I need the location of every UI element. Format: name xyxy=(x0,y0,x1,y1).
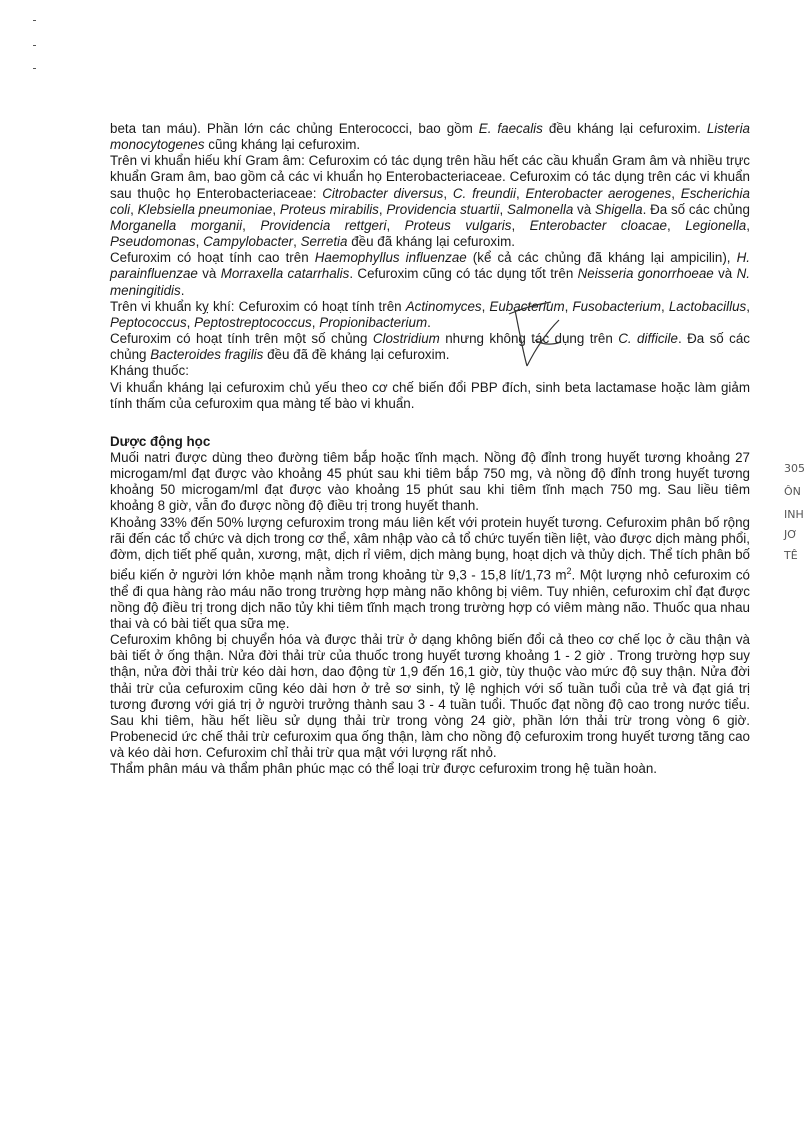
text-run: , xyxy=(564,298,573,314)
italic-term: Neisseria gonorrhoeae xyxy=(577,266,714,282)
section-intro xyxy=(110,121,750,412)
italic-term: Klebsiella pneumoniae xyxy=(137,201,273,217)
italic-term: Campylobacter xyxy=(203,234,294,250)
text-run: đều đã đề kháng lại cefuroxim. xyxy=(263,347,450,363)
document-body xyxy=(110,121,750,778)
italic-term: Providencia rettgeri xyxy=(260,217,387,233)
text-run: beta tan máu). Phần lớn các chủng Enterococci, bao gồm xyxy=(110,121,479,136)
text-run: Muối natri được dùng theo đường tiêm bắp hoặc tĩnh mạch. Nồng độ đỉnh trong huyết tương khoảng 27 microgam/ml đạt được vào khoảng 45 phút sau khi tiêm bắp 750 mg, và nồng độ đỉnh trong huyết tương khoảng 50 microgam/ml đạt được vào khoảng 15 phút sau khi tiêm tĩnh mạch 750 mg. Sau liều tiêm khoảng 8 giờ, vẫn đo được nồng độ điều trị trong huyết thanh. xyxy=(110,449,750,514)
margin-tick xyxy=(33,68,36,69)
paragraph xyxy=(110,450,750,515)
italic-term: H. parainfluenzae xyxy=(110,250,750,282)
italic-term: Peptococcus xyxy=(110,314,187,330)
superscript: 2 xyxy=(566,566,572,577)
text-run: Vi khuẩn kháng lại cefuroxim chủ yếu theo cơ chế biến đổi PBP đích, sinh beta lactamase hoặc làm giảm tính thấm của cefuroxim qua màng tế bào vi khuẩn. xyxy=(110,379,750,411)
text-run: , xyxy=(186,314,195,330)
italic-term: Bacteroides fragilis xyxy=(150,347,264,363)
italic-term: N. meningitidis xyxy=(110,266,750,298)
text-run: Trên vi khuẩn hiếu khí Gram âm: Cefuroxim có tác dụng trên hầu hết các cầu khuẩn Gram âm và nhiều trực khuẩn Gram âm, bao gồm cả các vi khuẩn họ Enterobacteriaceae. Cefuroxim có tác dụng trên các vi khuẩn sau thuộc họ Enterobacteriaceae: xyxy=(110,153,750,201)
italic-term: Proteus mirabilis xyxy=(279,201,379,217)
text-run: , xyxy=(293,234,301,250)
italic-term: Serretia xyxy=(300,234,348,250)
text-run: và xyxy=(573,201,595,217)
handwritten-signature xyxy=(505,300,565,372)
text-run: , xyxy=(311,314,320,330)
text-run: , xyxy=(130,201,138,217)
text-run: , xyxy=(195,234,204,250)
edge-fragment: JƠ xyxy=(784,528,798,541)
text-run: . Đa số các chủng xyxy=(110,331,750,363)
text-run: Thẩm phân máu và thẩm phân phúc mạc có thể loại trừ được cefuroxim trong hệ tuần hoàn. xyxy=(110,761,658,777)
text-run: . xyxy=(180,282,185,298)
edge-fragment: 305 xyxy=(784,462,805,475)
text-run: đều kháng lại cefuroxim. xyxy=(542,121,707,136)
paragraph xyxy=(110,380,750,412)
italic-term: Peptostreptococcus xyxy=(194,314,312,330)
italic-term: Providencia stuartii xyxy=(386,201,500,217)
section-heading: Dược động học xyxy=(110,433,211,449)
text-run: , xyxy=(378,201,387,217)
text-run: cũng kháng lại cefuroxim. xyxy=(204,137,361,153)
text-run: đều đã kháng lại cefuroxim. xyxy=(347,234,515,250)
margin-tick xyxy=(33,45,36,46)
paragraph xyxy=(110,299,750,331)
text-run: nhưng không tác dụng trên xyxy=(439,331,619,347)
italic-term: Pseudomonas xyxy=(110,234,196,250)
text-run: , xyxy=(386,217,405,233)
italic-term: Citrobacter diversus xyxy=(322,185,444,201)
text-run: . Một lượng nhỏ cefuroxim có thể đi qua hàng rào máu não trong trường hợp màng não không bị viêm. Tuy nhiên, cefuroxim chỉ đạt được nồng độ điều trị trong dịch não tủy khi tiêm tĩnh mạch trong trường hợp có viêm màng não. Thuốc qua nhau thai và có bài tiết qua sữa mẹ. xyxy=(110,567,750,631)
italic-term: Enterobacter aerogenes xyxy=(525,185,672,201)
text-run: , xyxy=(443,185,453,201)
italic-term: Actinomyces xyxy=(405,298,482,314)
text-run: , xyxy=(272,201,280,217)
section-pharmacokinetics xyxy=(110,450,750,778)
text-run: , xyxy=(746,217,750,233)
text-run: (kể cả các chủng đã kháng lại ampicilin), xyxy=(466,250,737,266)
italic-term: Eubacterium xyxy=(489,298,565,314)
text-run: và xyxy=(197,266,221,282)
italic-term: E. faecalis xyxy=(478,121,543,136)
edge-fragment: INH xyxy=(784,508,804,521)
paragraph xyxy=(110,363,750,379)
text-run: , xyxy=(661,298,669,314)
italic-term: C. difficile xyxy=(618,331,678,347)
italic-term: Morganella morganii xyxy=(110,217,243,233)
edge-fragment: TÊ xyxy=(784,549,798,562)
text-run: Cefuroxim không bị chuyển hóa và được thải trừ ở dạng không biến đổi cả theo cơ chế lọc ở cầu thận và bài tiết ở ống thận. Nửa đời thải trừ của thuốc trong huyết tương khoảng 1 - 2 giờ . Trong trường hợp suy thận, nửa đời thải trừ kéo dài hơn, dao động từ 1,9 đến 16,1 giờ, tùy thuộc vào mức độ suy thận. Nửa đời thải trừ của cefuroxim cũng kéo dài hơn ở trẻ sơ sinh, tỷ lệ nghịch với số tuần tuổi của trẻ và đạt giá trị tương đương với giá trị ở người trưởng thành sau 3 - 4 tuần tuổi. Thuốc đạt nồng độ cao trong nước tiểu. Sau khi tiêm, hầu hết liều sử dụng thải trừ trong vòng 24 giờ, phần lớn thải trừ trong vòng 6 giờ. Probenecid ức chế thải trừ cefuroxim qua ống thận, làm cho nồng độ cefuroxim trong huyết tương tăng cao và kéo dài hơn. Cefuroxim chỉ thải trừ qua mật với lượng rất nhỏ. xyxy=(110,632,750,761)
text-run: Trên vi khuẩn kỵ khí: Cefuroxim có hoạt tính trên xyxy=(110,298,406,314)
text-run: , xyxy=(515,185,526,201)
text-run: , xyxy=(666,217,686,233)
italic-term: Shigella xyxy=(594,201,643,217)
italic-term: Lactobacillus xyxy=(668,298,747,314)
text-run: , xyxy=(746,298,750,314)
text-run: Khoảng 33% đến 50% lượng cefuroxim trong máu liên kết với protein huyết tương. Cefuroxim phân bố rộng rãi đến các tổ chức và dịch trong cơ thể, xâm nhập vào cả tổ chức tuyến tiền liệt, vào được dịch màng phổi, đờm, dịch tiết phế quản, xương, mật, dịch rỉ viêm, dịch màng bụng, hoạt dịch và thủy dịch. Thể tích phân bố biểu kiến ở người lớn khỏe mạnh nằm trong khoảng từ 9,3 - 15,8 lít/1,73 m xyxy=(110,514,750,583)
paragraph xyxy=(110,121,750,153)
italic-term: Morraxella catarrhalis xyxy=(220,266,350,282)
text-run: , xyxy=(499,201,508,217)
text-run: , xyxy=(671,185,681,201)
paragraph xyxy=(110,331,750,363)
paragraph xyxy=(110,250,750,298)
text-run: Cefuroxim có hoạt tính cao trên xyxy=(110,250,315,266)
text-run: và xyxy=(713,266,737,282)
paragraph xyxy=(110,632,750,761)
margin-tick xyxy=(33,20,36,21)
italic-term: Enterobacter cloacae xyxy=(529,217,667,233)
italic-term: Proteus vulgaris xyxy=(404,217,512,233)
text-run: Kháng thuốc: xyxy=(110,363,189,379)
paragraph xyxy=(110,761,750,777)
italic-term: Salmonella xyxy=(507,201,574,217)
italic-term: Propionibacterium xyxy=(319,314,428,330)
text-run: , xyxy=(481,298,490,314)
paragraph xyxy=(110,153,750,250)
paragraph xyxy=(110,515,750,633)
text-run: , xyxy=(511,217,530,233)
text-run: , xyxy=(242,217,261,233)
italic-term: Listeria monocytogenes xyxy=(110,121,750,153)
text-run: Cefuroxim có hoạt tính trên một số chủng xyxy=(110,331,373,347)
italic-term: Fusobacterium xyxy=(572,298,661,314)
italic-term: Haemophyllus influenzae xyxy=(314,250,467,266)
italic-term: C. freundii xyxy=(452,185,516,201)
text-run: . xyxy=(427,314,431,330)
text-run: . Cefuroxim cũng có tác dụng tốt trên xyxy=(349,266,578,282)
text-run: . Đa số các chủng xyxy=(642,201,750,217)
italic-term: Escherichia coli xyxy=(110,185,750,217)
italic-term: Legionella xyxy=(685,217,747,233)
edge-fragment: ÔN xyxy=(784,485,801,498)
italic-term: Clostridium xyxy=(372,331,440,347)
